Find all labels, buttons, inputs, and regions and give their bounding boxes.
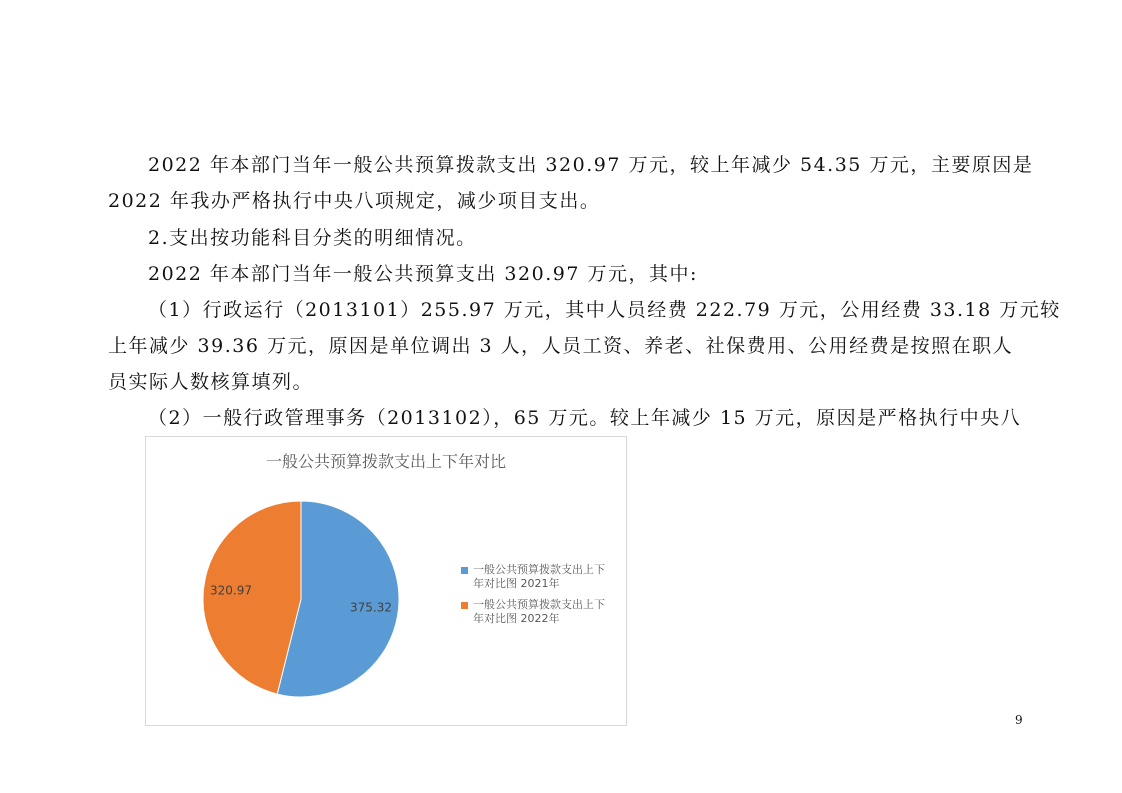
legend-label-2022-line2: 年对比图 2022年: [473, 612, 560, 625]
paragraph-line-8: （2）一般行政管理事务（2013102），65 万元。较上年减少 15 万元，原因是严格执行中央八: [148, 407, 1022, 429]
legend-label-2022-line1: 一般公共预算拨款支出上下: [473, 598, 605, 611]
page-number: 9: [1015, 713, 1023, 727]
paragraph-line-6: 上年减少 39.36 万元，原因是单位调出 3 人，人员工资、养老、社保费用、公用经费是按照在职人: [108, 335, 1014, 357]
paragraph-line-1: 2022 年本部门当年一般公共预算拨款支出 320.97 万元，较上年减少 54.35 万元，主要原因是: [148, 154, 1034, 176]
pie-data-label-1: 320.97: [209, 583, 252, 598]
legend-label-2021-line2: 年对比图 2021年: [473, 577, 560, 590]
paragraph-line-3: 2.支出按功能科目分类的明细情况。: [148, 227, 477, 249]
paragraph-line-4: 2022 年本部门当年一般公共预算支出 320.97 万元，其中:: [148, 263, 698, 285]
legend-item-2022: [461, 598, 621, 626]
legend-item-2021: [461, 563, 621, 591]
pie-data-label-0: 375.32: [350, 600, 393, 615]
legend-swatch-2022: [461, 602, 468, 609]
legend-swatch-2021: [461, 567, 468, 574]
chart-title: 一般公共预算拨款支出上下年对比: [265, 452, 506, 471]
chart-legend: [461, 563, 621, 633]
paragraph-line-2: 2022 年我办严格执行中央八项规定，减少项目支出。: [108, 190, 601, 212]
legend-label-2021-line1: 一般公共预算拨款支出上下: [473, 563, 605, 576]
paragraph-line-7: 员实际人数核算填列。: [108, 371, 314, 393]
paragraph-line-5: （1）行政运行（2013101）255.97 万元，其中人员经费 222.79 万元，公用经费 33.18 万元较: [148, 299, 1061, 321]
pie-chart: [145, 436, 627, 726]
